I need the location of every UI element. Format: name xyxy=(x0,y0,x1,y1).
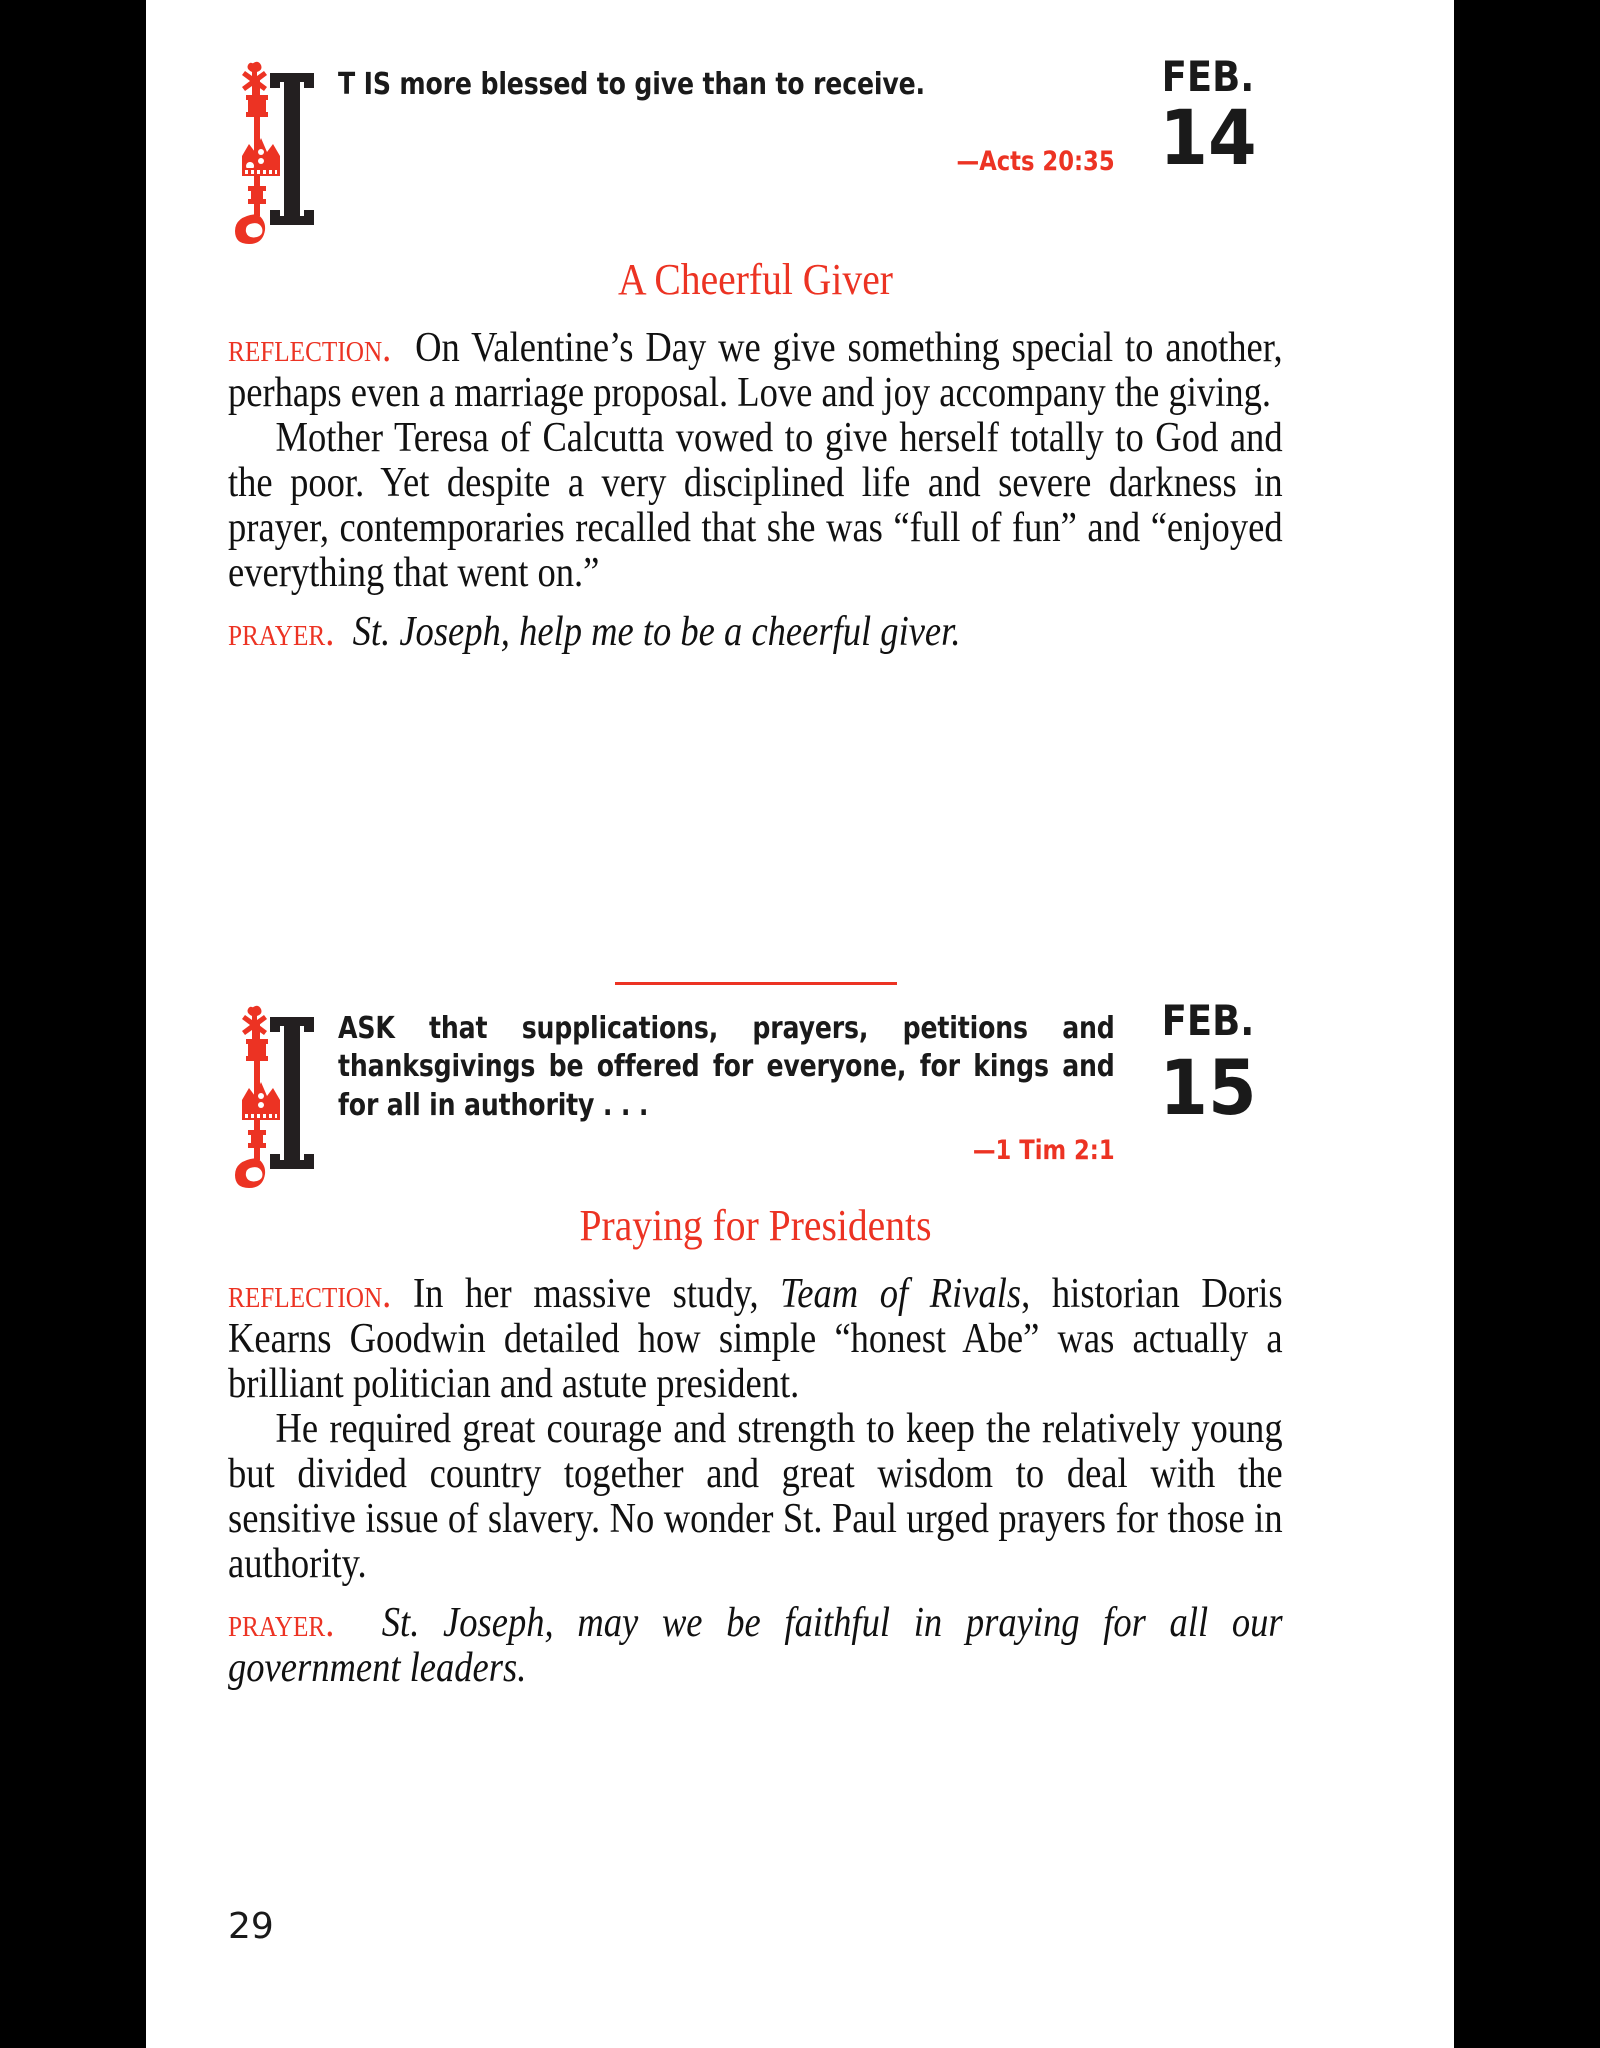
left-margin-bar xyxy=(0,0,146,2048)
date-day: 14 xyxy=(1159,93,1257,182)
prayer-paragraph xyxy=(228,610,1283,655)
entry-title: Praying for Presidents xyxy=(579,1201,932,1250)
prayer-label: prayer. xyxy=(228,609,335,656)
reflection-paragraph-2: Mother Teresa of Calcutta vowed to give herself totally to God and the poor. Yet despite a very disciplined life and severe darkness in prayer, contemporaries recalled that she was “full of fun” and “enjoyed everything that went on.” xyxy=(228,415,1283,597)
page-content-area xyxy=(228,0,1283,2048)
entry-header-feb-14 xyxy=(228,52,1283,248)
page-number-container xyxy=(228,1906,1283,1947)
prayer-text: St. Joseph, may we be faithful in praying for all our government leaders. xyxy=(228,1599,1283,1691)
scripture-verse: ASK that supplications, prayers, petitions and thanksgivings be offered for everyone, for kings and for all in authority . . . xyxy=(338,1011,1115,1123)
date-block-feb-14 xyxy=(1133,52,1283,182)
verse-block-feb-14 xyxy=(338,56,1115,177)
entry-feb-14 xyxy=(228,52,1283,656)
date-month: FEB. xyxy=(1161,996,1255,1045)
scripture-verse: T IS more blessed to give than to receive. xyxy=(338,67,925,102)
prayer-paragraph xyxy=(228,1601,1283,1691)
entry-title: A Cheerful Giver xyxy=(618,255,893,304)
reflection-paragraph-1: reflection. In her massive study, Team of Rivals, historian Doris Kearns Goodwin detailed how simple “honest Abe” was actually a brilliant politician and astute president. xyxy=(228,1271,1283,1408)
scripture-citation: —Acts 20:35 xyxy=(956,146,1115,178)
entry-divider xyxy=(228,972,1283,990)
entry-header-feb-15 xyxy=(228,996,1283,1192)
reflection-label: reflection. xyxy=(228,325,392,372)
page-number: 29 xyxy=(228,1906,274,1947)
date-block-feb-15 xyxy=(1133,996,1283,1132)
reflection-paragraph-1 xyxy=(228,326,1283,416)
divider-rule xyxy=(615,982,897,985)
right-margin-bar xyxy=(1454,0,1600,2048)
scripture-citation: —1 Tim 2:1 xyxy=(973,1135,1115,1167)
verse-block-feb-15 xyxy=(338,1000,1115,1166)
prayer-label: prayer. xyxy=(228,1599,335,1646)
prayer-text: St. Joseph, help me to be a cheerful giver. xyxy=(352,609,961,656)
entry-feb-15 xyxy=(228,996,1283,1691)
dropcap-ornament-icon xyxy=(228,58,324,248)
book-page xyxy=(146,0,1454,2048)
date-day: 15 xyxy=(1159,1043,1257,1132)
date-month: FEB. xyxy=(1161,52,1255,101)
book-title: Team of Rivals xyxy=(780,1271,1022,1318)
reflection-paragraph-2: He required great courage and strength to keep the relatively young but divided country together and great wisdom to deal with the sensitive issue of slavery. No wonder St. Paul urged prayers for those in authority. xyxy=(228,1406,1283,1588)
dropcap-ornament-icon xyxy=(228,1002,324,1192)
reflection-label: reflection. xyxy=(228,1271,392,1318)
reflection-text: On Valentine’s Day we give something special to another, perhaps even a marriage proposal. Love and joy accompany the giving. xyxy=(228,325,1283,417)
